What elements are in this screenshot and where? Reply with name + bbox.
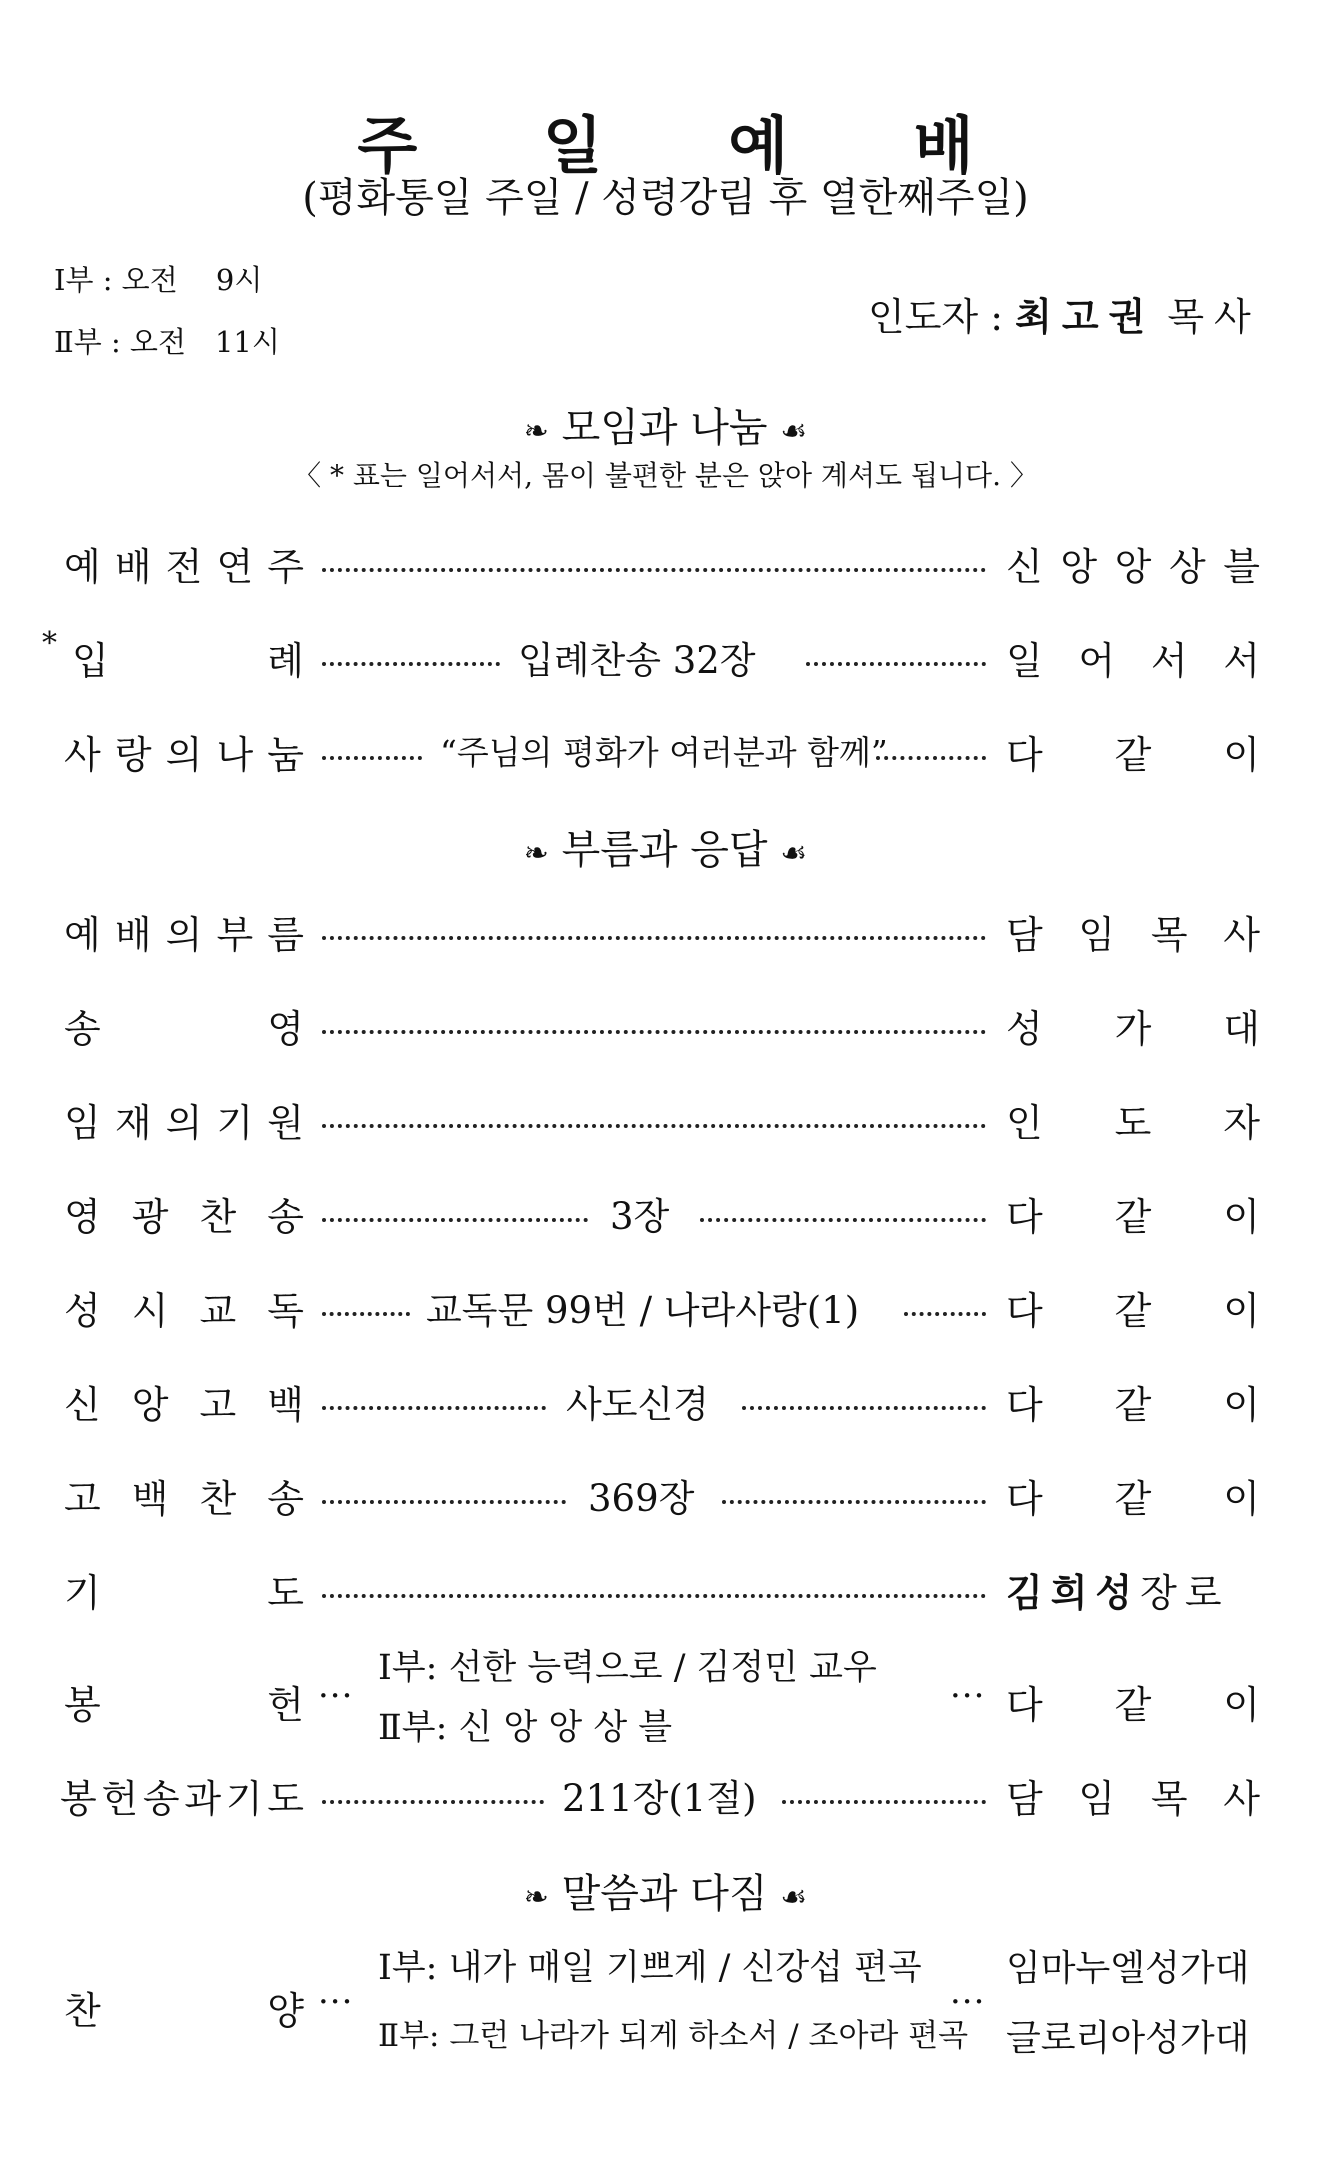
glyph: 도 [267,1571,304,1615]
row-role [1006,724,1260,779]
glyph: 독 [267,1289,304,1333]
row-role [1006,536,1260,591]
glyph: 전 [165,545,203,589]
glyph: 이 [1223,1477,1260,1521]
glyph: 영 [267,1007,304,1051]
glyph: 송 [64,1007,101,1051]
row-role [1006,1674,1260,1729]
glyph: 가 [1114,1007,1152,1051]
dot-leader [876,756,986,760]
glyph: 기 [64,1571,101,1615]
order-row [0,1092,1331,1152]
dot-leader [904,1312,986,1316]
dot-leader [722,1500,986,1504]
dot-leader [322,568,986,572]
glyph: 성 [64,1289,101,1333]
order-row [0,1186,1331,1246]
glyph: 일 [1006,639,1043,683]
glyph: 고 [199,1383,237,1427]
glyph: 임 [1078,1777,1116,1821]
row-label [64,1280,304,1335]
glyph: 서 [1223,639,1260,683]
leader-name: 최고권 [1015,295,1156,339]
dot-leader [322,1030,986,1034]
glyph: 고 [64,1477,101,1521]
glyph: 재 [114,1101,152,1145]
glyph: 의 [165,733,203,777]
glyph: 찬 [199,1195,237,1239]
glyph: 입 [72,639,109,683]
row-label [64,904,304,959]
glyph: 다 [1006,1383,1043,1427]
glyph: 같 [1114,1683,1152,1727]
glyph: 도 [1114,1101,1152,1145]
ornament-right-icon: ☙ [780,1880,808,1915]
leader-title: 목사 [1167,295,1261,339]
row-role [1006,904,1260,959]
glyph: 봉 [60,1777,97,1821]
glyph: 례 [267,639,304,683]
standing-note: 〈 * 표는 일어서서, 몸이 불편한 분은 앉아 계셔도 됩니다. 〉 [293,459,1038,492]
glyph: 교 [199,1289,237,1333]
order-row [0,1640,1331,1750]
glyph: 송 [267,1195,304,1239]
glyph: 부 [216,913,254,957]
glyph: 이 [1223,733,1260,777]
row-role [1006,1092,1260,1147]
glyph: 찬 [199,1477,237,1521]
order-row [0,1768,1331,1828]
standing-mark: * [42,626,57,661]
glyph: 대 [1223,1007,1260,1051]
glyph: 신 [1006,545,1043,589]
glyph: 영 [64,1195,101,1239]
glyph: 의 [165,913,203,957]
row-role [1006,998,1260,1053]
order-row [0,1940,1331,2060]
order-row [0,1468,1331,1528]
glyph: 봉 [64,1683,101,1727]
section-title: 말씀과 다짐 [561,1871,768,1917]
row-label [60,1768,304,1823]
service-time-2: Ⅱ부 : 오전 11시 [54,325,280,359]
glyph: 다 [1006,1683,1043,1727]
glyph: 예 [64,545,101,589]
ellipsis: ··· [950,1676,986,1716]
glyph: 이 [1223,1195,1260,1239]
sub-text: 내가 매일 기쁘게 / 신강섭 편곡 [448,1948,922,1988]
section-title: 모임과 나눔 [561,405,768,451]
glyph: 성 [1006,1007,1043,1051]
order-row [0,1280,1331,1340]
glyph: 목 [1150,913,1188,957]
glyph: 송 [142,1777,180,1821]
order-row [0,904,1331,964]
row-label [64,724,304,779]
glyph: 상 [1168,545,1206,589]
glyph: 자 [1223,1101,1260,1145]
glyph: 블 [1223,545,1260,589]
row-label [64,1468,304,1523]
order-row [0,998,1331,1058]
order-row [0,724,1331,784]
row-role [1006,1468,1260,1523]
glyph: 같 [1114,1195,1152,1239]
page-title: 주 일 예 배 [357,109,1026,182]
row-role [1006,1374,1260,1429]
glyph: 같 [1114,1289,1152,1333]
glyph: 헌 [267,1683,304,1727]
glyph: 다 [1006,1195,1043,1239]
row-detail: “주님의 평화가 여러분과 함께” [440,733,888,772]
dot-leader [322,1594,986,1598]
dot-leader [700,1218,986,1222]
glyph: 사 [1223,913,1260,957]
glyph: 헌 [101,1777,139,1821]
glyph: 름 [267,913,304,957]
glyph: 목 [1150,1777,1188,1821]
glyph: 서 [1150,639,1188,683]
glyph: 의 [165,1101,203,1145]
glyph: 사 [1223,1777,1260,1821]
dot-leader [322,1500,566,1504]
choir-2: 글로리아성가대 [1006,2018,1250,2059]
sub-label: Ⅱ부: [378,2018,440,2054]
glyph: 랑 [114,733,152,777]
glyph: 시 [131,1289,169,1333]
glyph: 앙 [1114,545,1152,589]
section-title: 부름과 응답 [561,827,768,873]
glyph: 같 [1114,1383,1152,1427]
glyph: 이 [1223,1289,1260,1333]
glyph: 같 [1114,1477,1152,1521]
section-heading-gathering [0,396,1331,453]
glyph: 원 [267,1101,304,1145]
dot-leader [782,1800,986,1804]
prayer-leader-name: 김희성 [1006,1571,1141,1615]
sub-line-1 [378,1640,877,1690]
glyph: 양 [267,1989,304,2033]
glyph: 다 [1006,1477,1043,1521]
row-role [1006,1186,1260,1241]
glyph: 같 [1114,733,1152,777]
glyph: 어 [1078,639,1116,683]
glyph: 광 [131,1195,169,1239]
prayer-leader-title: 장로 [1140,1571,1230,1615]
dot-leader [322,1800,544,1804]
row-role [1006,630,1260,685]
section-heading-word [0,1862,1331,1919]
sub-text: 그런 나라가 되게 하소서 / 조아라 편곡 [449,2018,969,2054]
leader-label: 인도자 : [868,295,1004,339]
row-detail: 3장 [610,1195,670,1238]
glyph: 담 [1006,913,1043,957]
glyph: 주 [267,545,304,589]
row-detail: 교독문 99번 / 나라사랑(1) [426,1289,860,1332]
choir-1: 임마누엘성가대 [1006,1948,1250,1989]
row-role [1006,1768,1260,1823]
row-label [64,1674,304,1729]
ornament-right-icon: ☙ [780,836,808,871]
dot-leader [742,1406,986,1410]
section-heading-call [0,818,1331,875]
row-label [64,1186,304,1241]
glyph: 배 [114,913,152,957]
sub-line-2 [378,1700,672,1750]
glyph: 앙 [131,1383,169,1427]
glyph: 과 [184,1777,222,1821]
dot-leader [322,1218,588,1222]
dot-leader [322,756,422,760]
order-row [0,536,1331,596]
glyph: 임 [64,1101,101,1145]
glyph: 임 [1078,913,1116,957]
ornament-left-icon: ❧ [523,1880,549,1915]
sub-text: 신 앙 앙 상 블 [458,1708,673,1748]
glyph: 예 [64,913,101,957]
dot-leader [322,1124,986,1128]
dot-leader [322,662,500,666]
row-role [1006,1280,1260,1335]
row-label [72,630,304,685]
glyph: 기 [225,1777,263,1821]
sub-line-1 [378,1940,922,1990]
ellipsis: ··· [318,1676,354,1716]
row-label [64,1562,304,1617]
order-row [0,1562,1331,1622]
ellipsis: ··· [318,1982,354,2022]
service-time-1: Ⅰ부 : 오전 9시 [54,263,263,297]
order-row [0,626,1331,690]
glyph: 담 [1006,1777,1043,1821]
row-detail: 369장 [588,1477,695,1520]
row-label [64,536,304,591]
row-detail: 211장(1절) [562,1777,757,1820]
sub-label: Ⅱ부: [378,1708,448,1748]
row-label [64,998,304,1053]
row-detail: 사도신경 [566,1383,709,1426]
page-subtitle: (평화통일 주일 / 성령강림 후 열한째주일) [302,175,1029,221]
sub-text: 선한 능력으로 / 김정민 교우 [448,1648,877,1688]
ellipsis: ··· [950,1982,986,2022]
ornament-left-icon: ❧ [523,836,549,871]
sub-line-2 [378,2010,968,2055]
row-detail: 입례찬송 32장 [518,639,756,682]
row-label [64,1092,304,1147]
glyph: 이 [1223,1683,1260,1727]
glyph: 송 [267,1477,304,1521]
glyph: 눔 [267,733,304,777]
sub-label: Ⅰ부: [378,1648,438,1688]
glyph: 앙 [1060,545,1098,589]
glyph: 백 [267,1383,304,1427]
glyph: 다 [1006,733,1043,777]
row-label [64,1374,304,1429]
glyph: 인 [1006,1101,1043,1145]
glyph: 연 [216,545,254,589]
glyph: 나 [216,733,254,777]
dot-leader [806,662,986,666]
row-label [64,1980,304,2035]
glyph: 찬 [64,1989,101,2033]
glyph: 신 [64,1383,101,1427]
ornament-right-icon: ☙ [780,414,808,449]
glyph: 사 [64,733,101,777]
glyph: 다 [1006,1289,1043,1333]
glyph: 기 [216,1101,254,1145]
glyph: 도 [267,1777,304,1821]
glyph: 이 [1223,1383,1260,1427]
dot-leader [322,936,986,940]
dot-leader [322,1406,546,1410]
glyph: 백 [131,1477,169,1521]
ornament-left-icon: ❧ [523,414,549,449]
dot-leader [322,1312,410,1316]
row-role [1006,1562,1260,1617]
worship-leader [868,286,1261,341]
glyph: 배 [114,545,152,589]
sub-label: Ⅰ부: [378,1948,438,1988]
order-row [0,1374,1331,1434]
